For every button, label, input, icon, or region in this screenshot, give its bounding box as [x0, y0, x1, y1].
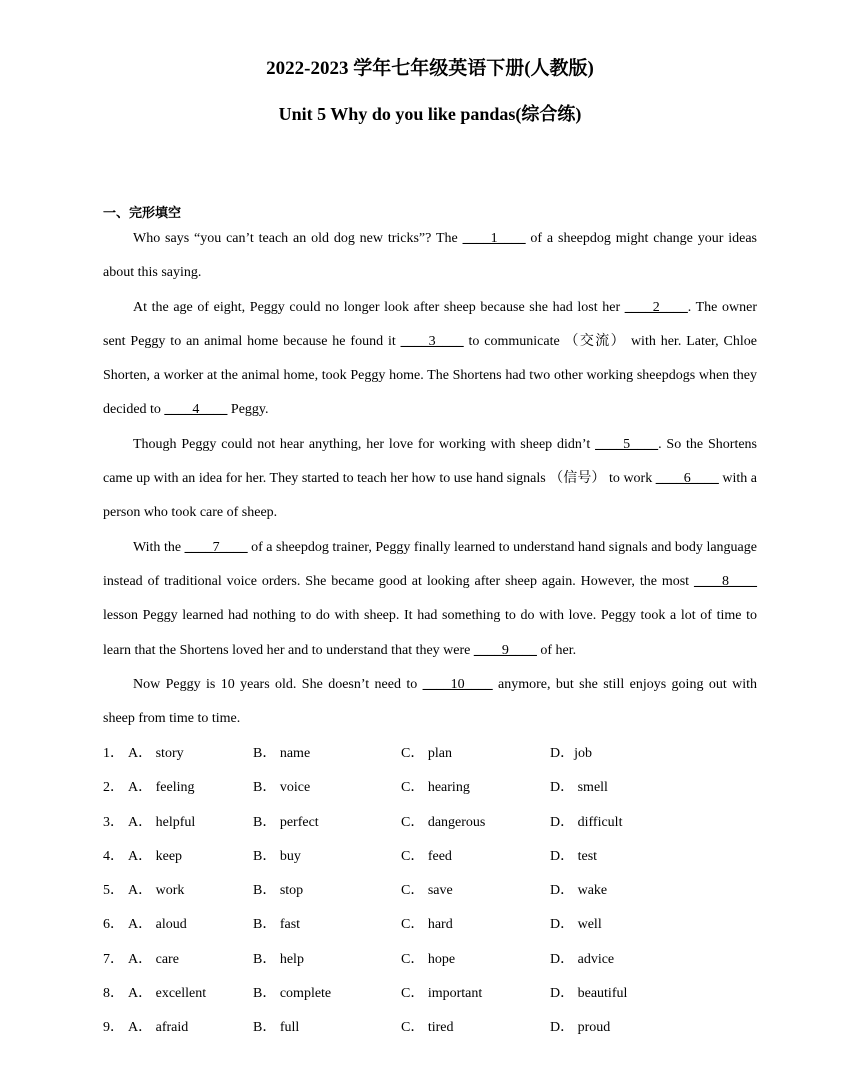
option-c: C． hope — [401, 951, 456, 967]
question-number: 3． — [103, 814, 124, 830]
passage-text: Who says “you can’t teach an old dog new tricks”? The — [133, 231, 463, 246]
passage-text: with a person who took care of sheep. — [103, 471, 757, 521]
question-number: 8． — [103, 986, 124, 1002]
option-a: A． story — [128, 746, 184, 761]
blank: ____8____ — [694, 573, 757, 589]
blank: ____10____ — [422, 676, 493, 692]
option-b: B． fast — [253, 917, 301, 933]
cloze-passage — [103, 222, 757, 736]
option-a: A． afraid — [128, 1020, 189, 1036]
option-a: A． care — [128, 951, 179, 967]
passage-text: of a sheepdog trainer, Peggy finally learned to understand hand signals and body language instead of traditional voice orders. She became good at looking after sheep again. However, the most — [103, 539, 757, 589]
option-c: C． dangerous — [401, 814, 486, 830]
question-row — [103, 809, 763, 843]
question-row — [103, 877, 763, 911]
option-b: B． voice — [253, 780, 311, 796]
question-number: 6． — [103, 917, 124, 933]
passage-text: . So the Shortens came up with an idea for her. They started to teach her how to use hand signals （信号） to work — [103, 436, 757, 487]
option-a: A． feeling — [128, 780, 195, 796]
question-number: 2． — [103, 780, 124, 796]
question-row — [103, 946, 763, 980]
passage-text: of a sheepdog might change your ideas about this saying. — [103, 231, 757, 281]
option-a: A． keep — [128, 848, 183, 864]
option-d: D． well — [550, 917, 602, 933]
option-c: C． save — [401, 883, 453, 899]
blank: ____7____ — [184, 539, 248, 555]
passage-text: of her. — [536, 642, 577, 658]
passage-text: With the — [133, 539, 185, 555]
section-heading: 一、完形填空 — [103, 206, 182, 221]
blank: ____5____ — [595, 436, 659, 452]
passage-text: Now Peggy is 10 years old. She doesn’t need to — [133, 676, 423, 692]
question-number: 7． — [103, 951, 124, 967]
question-number: 4． — [103, 848, 124, 864]
blank: ____1____ — [462, 231, 526, 246]
option-b: B． name — [253, 746, 311, 761]
option-d: D． difficult — [550, 814, 623, 830]
option-b: B． perfect — [253, 814, 319, 830]
option-a: A． excellent — [128, 986, 207, 1002]
option-d: D．job — [550, 746, 592, 761]
option-b: B． stop — [253, 883, 304, 899]
passage-paragraph — [103, 428, 757, 531]
blank: ____9____ — [473, 642, 537, 658]
passage-text: lesson Peggy learned had nothing to do with sheep. It had something to do with love. Peggy took a lot of time to learn that the Shortens loved her and to understand that they were — [103, 608, 757, 658]
option-c: C． tired — [401, 1020, 454, 1036]
blank: ____3____ — [400, 333, 464, 349]
question-row — [103, 843, 763, 877]
passage-paragraph — [103, 668, 757, 737]
option-d: D． proud — [550, 1020, 611, 1036]
option-d: D． smell — [550, 780, 608, 796]
question-row — [103, 1014, 763, 1048]
blank: ____2____ — [624, 299, 688, 315]
question-options — [103, 740, 763, 1049]
option-c: C． plan — [401, 746, 452, 761]
option-d: D． beautiful — [550, 986, 628, 1002]
option-b: B． complete — [253, 986, 332, 1002]
passage-text: At the age of eight, Peggy could no longer look after sheep because she had lost her — [133, 299, 625, 315]
question-number: 5． — [103, 883, 124, 899]
passage-text: to communicate （交流） with her. Later, Chloe Shorten, a worker at the animal home, took Peggy home. The Shortens had two other working sheepdogs when they decided to — [103, 333, 757, 418]
option-d: D． wake — [550, 883, 608, 899]
option-b: B． full — [253, 1020, 300, 1036]
page-subtitle: Unit 5 Why do you like pandas(综合练) — [278, 104, 582, 124]
passage-text: Peggy. — [227, 402, 269, 418]
passage-paragraph — [103, 222, 757, 291]
option-c: C． feed — [401, 848, 452, 864]
passage-text: . The owner sent Peggy to an animal home because he found it — [103, 299, 758, 349]
option-b: B． help — [253, 951, 304, 967]
question-number: 9． — [103, 1020, 124, 1036]
option-a: A． work — [128, 883, 185, 899]
option-d: D． test — [550, 848, 598, 864]
blank: ____4____ — [164, 402, 228, 418]
question-number: 1． — [103, 746, 124, 761]
question-row — [103, 774, 763, 808]
option-c: C． important — [401, 986, 483, 1002]
passage-paragraph — [103, 531, 757, 668]
passage-paragraph — [103, 291, 757, 428]
passage-text: Though Peggy could not hear anything, her love for working with sheep didn’t — [133, 436, 596, 452]
option-c: C． hearing — [401, 780, 470, 796]
option-d: D． advice — [550, 951, 615, 967]
passage-text: anymore, but she still enjoys going out with sheep from time to time. — [103, 676, 757, 727]
option-b: B． buy — [253, 848, 301, 864]
option-a: A． aloud — [128, 917, 187, 933]
question-row — [103, 980, 763, 1014]
option-c: C． hard — [401, 917, 453, 933]
page-title: 2022-2023 学年七年级英语下册(人教版) — [266, 58, 594, 79]
option-a: A． helpful — [128, 814, 196, 830]
question-row — [103, 740, 763, 774]
question-row — [103, 911, 763, 945]
blank: ____6____ — [655, 471, 719, 487]
